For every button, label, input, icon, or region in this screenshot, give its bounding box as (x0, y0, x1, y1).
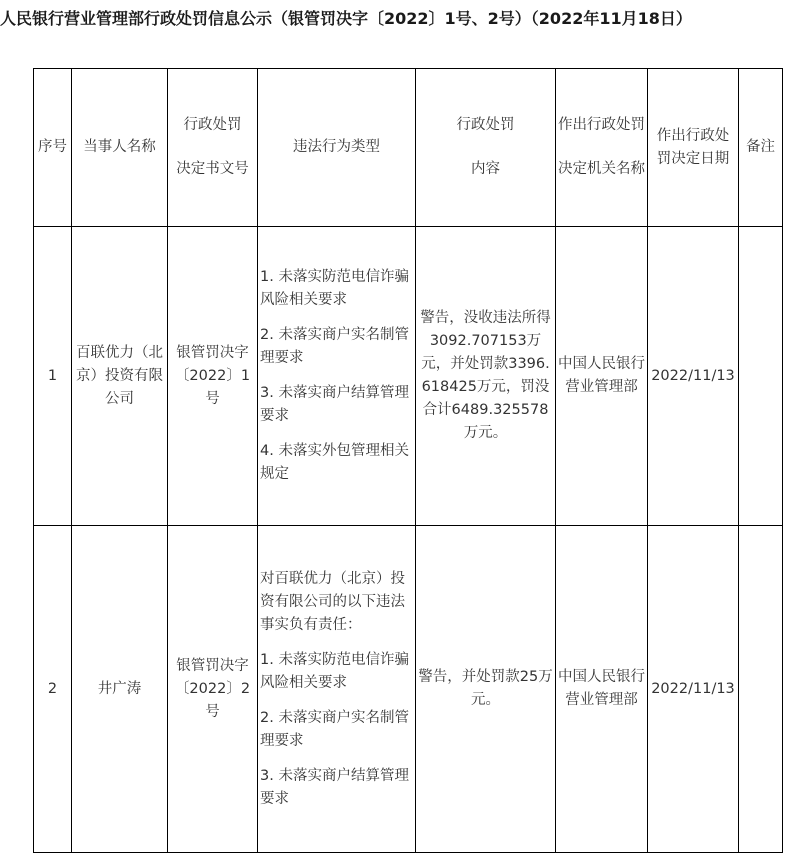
cell-authority: 中国人民银行营业管理部 (556, 526, 648, 853)
cell-note (739, 526, 783, 853)
header-party: 当事人名称 (72, 69, 168, 227)
header-content-line1: 行政处罚 (456, 117, 515, 133)
header-date: 作出行政处罚决定日期 (648, 69, 739, 227)
cell-doc-no: 银管罚决字〔2022〕2号 (168, 526, 258, 853)
violation-item: 3. 未落实商户结算管理要求 (260, 385, 409, 424)
violation-item: 3. 未落实商户结算管理要求 (260, 767, 409, 807)
cell-doc-no: 银管罚决字〔2022〕1号 (168, 227, 258, 526)
cell-violation (258, 526, 416, 853)
cell-date: 2022/11/13 (648, 227, 739, 526)
header-seq: 序号 (34, 69, 72, 227)
header-content (416, 69, 556, 227)
cell-content: 警告，并处罚款25万元。 (416, 526, 556, 853)
header-content-line2: 内容 (471, 161, 500, 177)
violation-item: 1. 未落实防范电信诈骗风险相关要求 (260, 269, 409, 308)
cell-date: 2022/11/13 (648, 526, 739, 853)
cell-authority: 中国人民银行营业管理部 (556, 227, 648, 526)
header-violation: 违法行为类型 (258, 69, 416, 227)
violation-item: 2. 未落实商户实名制管理要求 (260, 327, 409, 366)
header-note: 备注 (739, 69, 783, 227)
violation-item: 2. 未落实商户实名制管理要求 (260, 709, 409, 749)
cell-seq: 1 (34, 227, 72, 526)
violation-item: 4. 未落实外包管理相关规定 (260, 443, 409, 482)
violation-intro: 对百联优力（北京）投资有限公司的以下违法事实负有责任： (260, 570, 405, 633)
penalty-table (33, 68, 783, 853)
header-authority-line1: 作出行政处罚 (558, 117, 645, 133)
table-header-row (34, 69, 783, 227)
table-row (34, 526, 783, 853)
header-authority (556, 69, 648, 227)
header-doc-no-line2: 决定书文号 (176, 161, 249, 177)
cell-party: 百联优力（北京）投资有限公司 (72, 227, 168, 526)
cell-party: 井广涛 (72, 526, 168, 853)
cell-note (739, 227, 783, 526)
cell-seq: 2 (34, 526, 72, 853)
header-doc-no-line1: 行政处罚 (183, 117, 242, 133)
cell-content: 警告，没收违法所得3092.707153万元，并处罚款3396.618425万元，罚没合计6489.325578万元。 (416, 227, 556, 526)
page-title: 人民银行营业管理部行政处罚信息公示（银管罚决字〔2022〕1号、2号）（2022年11月18日） (0, 9, 692, 28)
cell-violation (258, 227, 416, 526)
violation-item: 1. 未落实防范电信诈骗风险相关要求 (260, 651, 409, 691)
header-doc-no (168, 69, 258, 227)
table-row (34, 227, 783, 526)
header-authority-line2: 决定机关名称 (558, 161, 645, 177)
